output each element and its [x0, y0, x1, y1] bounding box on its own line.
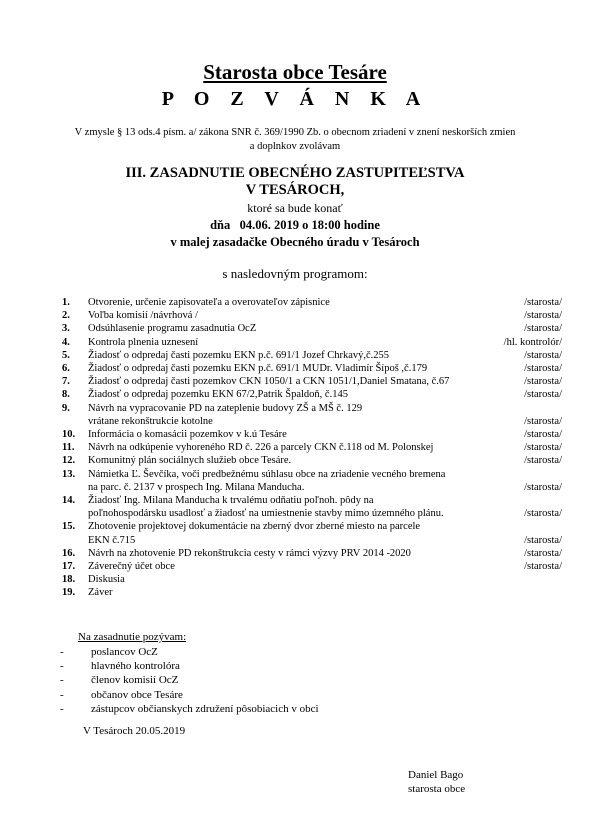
agenda-item-responsible: /starosta/ — [524, 481, 562, 493]
agenda-item-text: Záver — [88, 587, 113, 599]
agenda-item-text: Odsúhlasenie programu zasadnutia OcZ — [88, 323, 257, 335]
agenda-item-number: 7. — [62, 376, 70, 388]
session-line-1: III. ZASADNUTIE OBECNÉHO ZASTUPITEĽSTVA — [125, 165, 465, 181]
agenda-item — [62, 547, 562, 560]
program-intro: s nasledovným programom: — [222, 266, 368, 281]
agenda-item-responsible: /starosta/ — [524, 349, 562, 361]
signature-role: starosta obce — [408, 783, 466, 795]
agenda-item — [62, 468, 562, 494]
agenda-item-number: 16. — [62, 547, 76, 559]
agenda-item-text: Komunitný plán sociálnych služieb obce Tesáre. — [88, 455, 292, 467]
agenda-item-number: 18. — [62, 574, 76, 586]
intro-paragraph — [40, 126, 550, 154]
session-date: dňa 04.06. 2019 o 18:00 hodine — [210, 218, 380, 232]
agenda-item — [62, 388, 562, 401]
agenda-item-number: 1. — [62, 297, 70, 308]
invitee-item — [60, 702, 319, 716]
agenda-item-text: Žiadosť o odpredaj časti pozemkov CKN 1050/1 a CKN 1051/1,Daniel Smatana, č.67 — [88, 376, 450, 388]
agenda-item-text: Zhotovenie projektovej dokumentácie na zberný dvor zberné miesto na parcele EKN č.715 — [88, 521, 421, 546]
agenda-item-text: Žiadosť o odpredaj časti pozemku EKN p.č. 691/1 Jozef Chrkavý,č.255 — [88, 349, 390, 361]
agenda-item — [62, 349, 562, 362]
invitee-item — [60, 645, 319, 659]
agenda-item-responsible: /starosta/ — [524, 415, 562, 427]
agenda-item-text: Žiadosť o odpredaj pozemku EKN 67/2,Patrik Špaldoň, č.145 — [88, 389, 348, 401]
agenda-item — [62, 322, 562, 335]
agenda-item-number: 5. — [62, 349, 70, 361]
agenda-item-text: Žiadosť o odpredaj časti pozemku EKN p.č. 691/1 MUDr. Vladimír Šípoš ,č.179 — [88, 363, 428, 375]
agenda-item-number: 8. — [62, 389, 70, 401]
agenda-item-responsible: /starosta/ — [524, 323, 562, 335]
agenda-item — [62, 362, 562, 375]
agenda-item-responsible: /starosta/ — [524, 429, 562, 441]
agenda-item — [62, 336, 562, 349]
agenda-item — [62, 441, 562, 454]
agenda-item-responsible: /starosta/ — [524, 310, 562, 322]
agenda-item-responsible: /starosta/ — [524, 389, 562, 401]
agenda-item-text: Kontrola plnenia uznesení — [88, 336, 199, 348]
signature-block — [408, 768, 465, 796]
list-dash: - — [60, 660, 64, 673]
invitee-text: hlavného kontrolóra — [91, 660, 180, 673]
agenda-item — [62, 375, 562, 388]
agenda-item-number: 4. — [62, 336, 70, 348]
invitee-list — [60, 645, 319, 716]
session-place: v malej zasadačke Obecného úradu v Tesároch — [170, 235, 420, 249]
invitee-item — [60, 659, 319, 673]
agenda-item-number: 17. — [62, 561, 76, 573]
agenda-item-responsible: /starosta/ — [524, 534, 562, 546]
agenda-item-number: 2. — [62, 310, 70, 322]
invitee-item — [60, 688, 319, 702]
agenda-item — [62, 494, 562, 520]
list-dash: - — [60, 702, 64, 715]
place-date: V Tesároch 20.05.2019 — [83, 725, 186, 737]
agenda-item-number: 6. — [62, 363, 70, 375]
agenda-item-number: 12. — [62, 455, 76, 467]
session-line-2: V TESÁROCH, — [245, 182, 345, 198]
agenda-item-number: 11. — [62, 442, 75, 454]
session-heading — [0, 165, 590, 199]
agenda-item-responsible: /starosta/ — [524, 376, 562, 388]
agenda-item-responsible: /starosta/ — [524, 508, 562, 520]
agenda-item — [62, 586, 562, 599]
agenda-item-text: Voľba komisií /návrhová / — [88, 310, 198, 322]
agenda-list — [62, 296, 562, 600]
intro-line-2: a doplnkov zvolávam — [249, 141, 341, 152]
agenda-item-text: Informácia o komasácii pozemkov v k.ú Tesáre — [88, 429, 287, 441]
agenda-item-responsible: /starosta/ — [524, 455, 562, 467]
invitee-text: členov komisií OcZ — [91, 674, 179, 687]
agenda-item-number: 19. — [62, 587, 76, 599]
invitee-text: poslancov OcZ — [91, 646, 158, 658]
agenda-item-text: Námietka Ľ. Ševčíka, voči predbežnému súhlasu obce na zriadenie vecného bremena na parc. č. 2137 v prospech Ing. Milana Manducha. — [88, 468, 446, 493]
intro-line-1: V zmysle § 13 ods.4 písm. a/ zákona SNR č. 369/1990 Zb. o obecnom zriadení v znení neskorších zmien — [74, 127, 516, 138]
agenda-item — [62, 402, 562, 428]
document-title: Starosta obce Tesáre — [203, 60, 387, 84]
agenda-item-responsible: /hl. kontrolór/ — [503, 336, 562, 348]
document-subtitle: P O Z V Á N K A — [161, 88, 429, 110]
agenda-item-responsible: /starosta/ — [524, 297, 562, 308]
agenda-item — [62, 428, 562, 441]
agenda-item-number: 14. — [62, 495, 76, 507]
invitee-text: zástupcov občianskych združení pôsobiacich v obci — [91, 702, 319, 715]
agenda-item-number: 13. — [62, 468, 76, 480]
agenda-item-number: 15. — [62, 521, 76, 533]
agenda-item-text: Návrh na vypracovanie PD na zateplenie budovy ZŠ a MŠ č. 129 vrátane rekonštrukcie kotolne — [88, 402, 363, 427]
agenda-item-responsible: /starosta/ — [524, 561, 562, 573]
agenda-item — [62, 309, 562, 322]
agenda-item-text: Žiadosť Ing. Milana Manducha k trvalému odňatiu poľnoh. pôdy na poľnohospodársku usadlosť a žiadosť na umiestnenie stavby mimo územného plánu. — [88, 495, 444, 520]
agenda-item — [62, 560, 562, 573]
agenda-item-number: 9. — [62, 402, 70, 414]
agenda-item-number: 10. — [62, 429, 76, 441]
agenda-item-number: 3. — [62, 323, 70, 335]
agenda-item-text: Otvorenie, určenie zapisovateľa a overovateľov zápisnice — [88, 297, 330, 308]
agenda-item-text: Návrh na zhotovenie PD rekonštrukcia cesty v rámci výzvy PRV 2014 -2020 — [88, 547, 411, 559]
agenda-item-text: Diskusia — [88, 574, 125, 586]
agenda-item — [62, 296, 562, 309]
list-dash: - — [60, 674, 64, 687]
agenda-item — [62, 520, 562, 546]
list-dash: - — [60, 688, 64, 701]
agenda-item-responsible: /starosta/ — [524, 363, 562, 375]
agenda-item — [62, 454, 562, 467]
list-dash: - — [60, 646, 64, 658]
session-subline: ktoré sa bude konať — [247, 201, 343, 215]
agenda-item — [62, 573, 562, 586]
agenda-item-text: Záverečný účet obce — [88, 561, 175, 573]
signature-name: Daniel Bago — [408, 769, 464, 781]
agenda-item-text: Návrh na odkúpenie vyhoreného RD č. 226 a parcely CKN č.118 od M. Polonskej — [88, 442, 434, 454]
agenda-item-responsible: /starosta/ — [524, 547, 562, 559]
agenda-item-responsible: /starosta/ — [524, 442, 562, 454]
invitee-item — [60, 673, 319, 687]
invitee-text: občanov obce Tesáre — [91, 688, 183, 701]
invite-title: Na zasadnutie pozývam: — [78, 631, 187, 643]
